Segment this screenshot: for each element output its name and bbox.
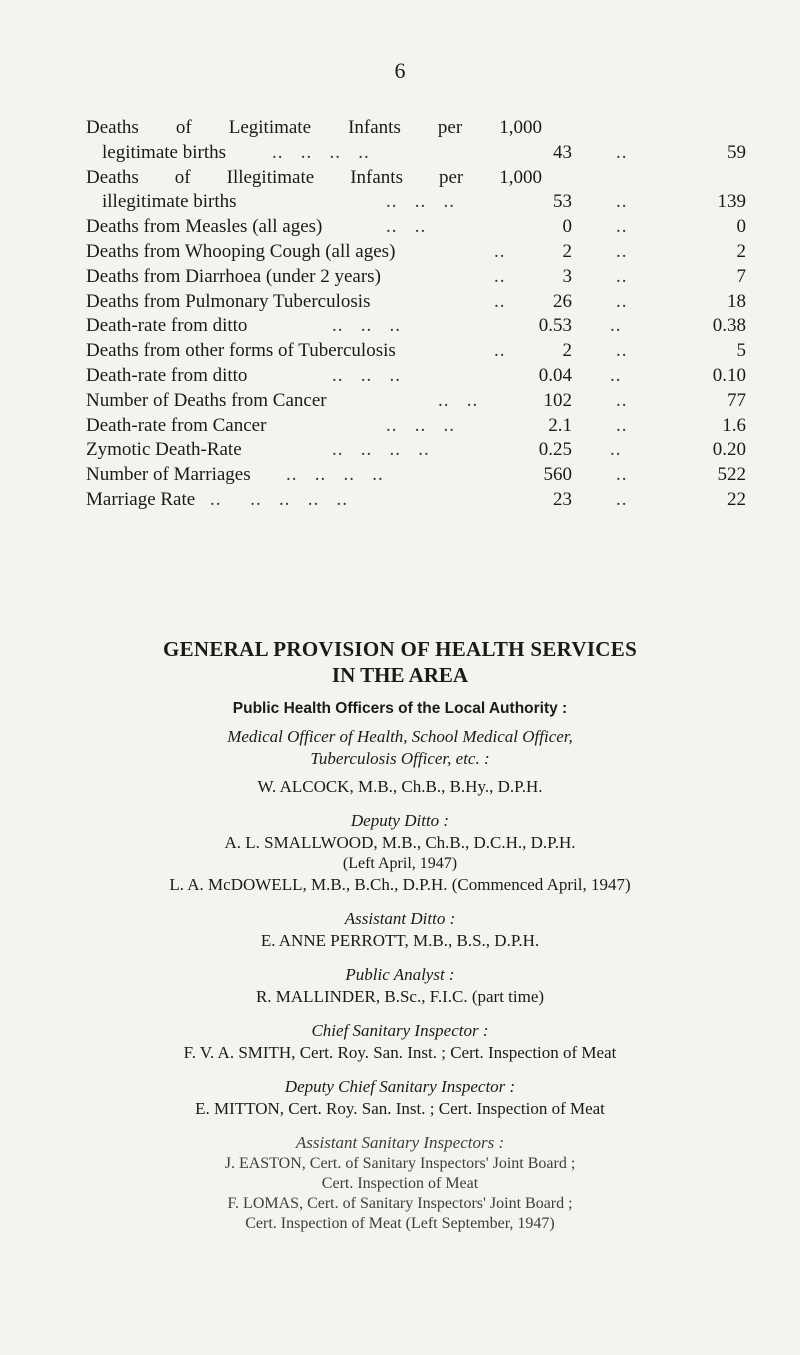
value-1947: 22 <box>727 488 746 510</box>
csi-name: F. V. A. SMITH, Cert. Roy. San. Inst. ; Cert. Inspection of Meat <box>183 1043 617 1062</box>
value-1946: 53 <box>553 191 572 213</box>
row-label: Death-rate from ditto <box>86 315 248 337</box>
dcsi-role: Deputy Chief Sanitary Inspector : <box>284 1077 516 1096</box>
leader-dots: .. <box>616 216 628 238</box>
leader-dots: .. .. .. .. <box>286 464 384 486</box>
leader-dots: .. .. .. <box>386 414 455 436</box>
row-label: Deaths from Diarrhoea (under 2 years) <box>86 265 381 287</box>
csi-role: Chief Sanitary Inspector : <box>311 1021 489 1040</box>
row-label: Death-rate from ditto <box>86 364 248 386</box>
leader-dots: .. <box>494 265 506 287</box>
leader-dots: .. <box>616 464 628 486</box>
leader-dots: .. <box>494 340 506 362</box>
value-1946: 0 <box>562 216 572 238</box>
leader-dots: .. <box>616 191 628 213</box>
leader-dots: .. <box>616 488 628 510</box>
value-1946: 23 <box>553 488 572 510</box>
leader-dots: .. .. .. .. <box>332 439 430 461</box>
row-label: Deaths from other forms of Tuberculosis <box>86 340 396 362</box>
leader-dots: .. .. .. <box>332 315 401 337</box>
moh-role: Medical Officer of Health, School Medical Officer, <box>227 727 573 746</box>
leader-dots: .. <box>616 340 628 362</box>
value-1947: 77 <box>727 389 746 411</box>
value-1947: 0.20 <box>712 439 746 461</box>
value-1946: 560 <box>543 464 572 486</box>
value-1946: 102 <box>543 389 572 411</box>
moh-name: W. ALCOCK, M.B., Ch.B., B.Hy., D.P.H. <box>257 777 543 796</box>
leader-dots: .. .. .. <box>332 364 401 386</box>
row-label: illegitimate births <box>102 191 237 213</box>
assistant-role: Assistant Ditto : <box>344 909 456 928</box>
value-1947: 1.6 <box>722 414 746 436</box>
table-row <box>86 339 746 364</box>
leader-dots: .. <box>616 290 628 312</box>
table-row <box>86 488 746 513</box>
value-1947: 18 <box>727 290 746 312</box>
value-1947: 7 <box>736 265 746 287</box>
leader-dots: .. <box>616 265 628 287</box>
table-row <box>86 364 746 389</box>
asi-role: Assistant Sanitary Inspectors : <box>295 1133 505 1152</box>
value-1946: 0.04 <box>538 364 572 386</box>
leader-dots: .. <box>494 240 506 262</box>
leader-dots: .. <box>610 315 622 337</box>
row-label: Death-rate from Cancer <box>86 414 267 436</box>
row-label: Deaths of Legitimate Infants per 1,000 <box>86 117 542 138</box>
value-1947: 522 <box>717 464 746 486</box>
moh-role-cont: Tuberculosis Officer, etc. : <box>310 749 490 768</box>
leader-dots: .. .. .. .. .. <box>210 488 348 510</box>
leader-dots: .. <box>610 364 622 386</box>
dcsi-name: E. MITTON, Cert. Roy. San. Inst. ; Cert. Inspection of Meat <box>195 1099 605 1118</box>
value-1947: 59 <box>727 141 746 163</box>
value-1946: 26 <box>553 290 572 312</box>
page-number: 6 <box>394 58 406 83</box>
table-row <box>86 389 746 414</box>
value-1947: 2 <box>736 240 746 262</box>
analyst-role: Public Analyst : <box>345 965 455 984</box>
value-1946: 0.25 <box>538 439 572 461</box>
value-1947: 0 <box>736 216 746 238</box>
deputy-note-1: (Left April, 1947) <box>342 855 458 872</box>
row-label: Deaths of Illegitimate Infants per 1,000 <box>86 166 542 188</box>
value-1946: 0.53 <box>538 315 572 337</box>
value-1947: 0.10 <box>712 364 746 386</box>
table-row <box>86 116 746 141</box>
value-1946: 2 <box>562 240 572 262</box>
value-1946: 3 <box>562 265 572 287</box>
value-1946: 43 <box>553 141 572 163</box>
leader-dots: .. .. <box>438 389 479 411</box>
row-label: Number of Deaths from Cancer <box>86 389 327 411</box>
health-services-section <box>0 636 800 1234</box>
table-row <box>86 463 746 488</box>
deputy-name-2: L. A. McDOWELL, M.B., B.Ch., D.P.H. (Commenced April, 1947) <box>169 875 631 894</box>
asi-1-line-2: Cert. Inspection of Meat <box>321 1175 479 1192</box>
leader-dots: .. <box>616 240 628 262</box>
row-label: Deaths from Whooping Cough (all ages) <box>86 240 396 262</box>
table-row <box>86 290 746 315</box>
deputy-role: Deputy Ditto : <box>350 811 450 830</box>
row-label: legitimate births <box>102 141 227 163</box>
asi-2-line-1: F. LOMAS, Cert. of Sanitary Inspectors' Joint Board ; <box>227 1195 573 1212</box>
table-row <box>86 265 746 290</box>
table-row <box>86 141 746 166</box>
value-1947: 5 <box>736 340 746 362</box>
row-label: Marriage Rate <box>86 488 196 510</box>
asi-1-line-1: J. EASTON, Cert. of Sanitary Inspectors' Joint Board ; <box>224 1155 576 1172</box>
row-label: Deaths from Measles (all ages) <box>86 216 323 238</box>
statistics-table <box>86 116 746 513</box>
officers-heading: Public Health Officers of the Local Authority : <box>232 700 568 717</box>
row-label: Zymotic Death-Rate <box>86 439 242 461</box>
table-row <box>86 240 746 265</box>
table-row <box>86 438 746 463</box>
leader-dots: .. .. .. <box>386 191 455 213</box>
section-subtitle: IN THE AREA <box>331 663 469 687</box>
deputy-name-1: A. L. SMALLWOOD, M.B., Ch.B., D.C.H., D.P.H. <box>224 833 576 852</box>
section-title: GENERAL PROVISION OF HEALTH SERVICES <box>162 637 638 661</box>
leader-dots: .. <box>616 414 628 436</box>
table-row <box>86 314 746 339</box>
leader-dots: .. .. <box>386 216 427 238</box>
value-1946: 2.1 <box>548 414 572 436</box>
leader-dots: .. <box>610 439 622 461</box>
leader-dots: .. <box>494 290 506 312</box>
table-row <box>86 190 746 215</box>
table-row <box>86 414 746 439</box>
asi-2-line-2: Cert. Inspection of Meat (Left September, 1947) <box>245 1215 555 1232</box>
row-label: Deaths from Pulmonary Tuberculosis <box>86 290 371 312</box>
leader-dots: .. <box>616 141 628 163</box>
row-label: Number of Marriages <box>86 464 251 486</box>
assistant-name: E. ANNE PERROTT, M.B., B.S., D.P.H. <box>260 931 540 950</box>
table-row <box>86 215 746 240</box>
leader-dots: .. <box>616 389 628 411</box>
analyst-name: R. MALLINDER, B.Sc., F.I.C. (part time) <box>255 987 545 1006</box>
value-1947: 139 <box>717 191 746 213</box>
value-1947: 0.38 <box>712 315 746 337</box>
leader-dots: .. .. .. .. <box>272 141 370 163</box>
table-row <box>86 166 746 191</box>
value-1946: 2 <box>562 340 572 362</box>
